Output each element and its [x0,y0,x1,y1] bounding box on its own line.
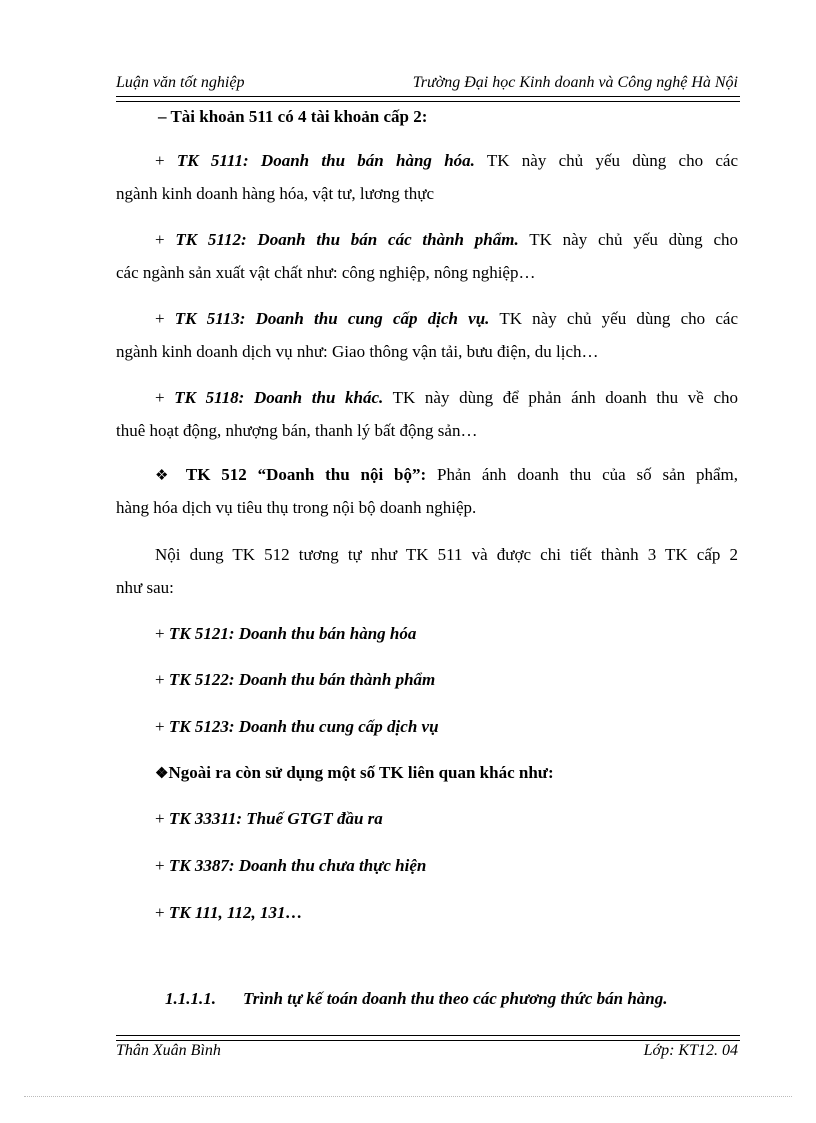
footer-author: Thân Xuân Bình [116,1042,221,1059]
tk5122-item [155,663,435,696]
other-accounts-heading-text: Ngoài ra còn sử dụng một số TK liên quan khác như: [168,763,554,782]
page-bottom-divider [24,1096,792,1097]
tk111-label: TK 111, 112, 131… [168,903,303,922]
plus-marker: + [155,903,165,922]
tk512-detail-2: như sau: [116,578,174,597]
intro-line: – Tài khoản 511 có 4 tài khoản cấp 2: [158,107,428,126]
tk5121-item [155,617,416,650]
tk111-item [155,896,303,929]
tk5113-label: TK 5113: Doanh thu cung cấp dịch vụ. [174,309,490,328]
footer-rule [116,1035,740,1041]
plus-marker: + [155,717,165,736]
section-number: 1.1.1.1. [165,989,216,1008]
tk33311-label: TK 33311: Thuế GTGT đầu ra [168,809,383,828]
plus-marker: + [155,624,165,643]
tk5113-line-1 [116,302,738,335]
tk512-detail-1: Nội dung TK 512 tương tự như TK 511 và được chi tiết thành 3 TK cấp 2 [155,545,738,564]
plus-marker: + [155,670,165,689]
tk5122-label: TK 5122: Doanh thu bán thành phẩm [168,670,436,689]
tk5118-text-1: TK này dùng để phản ánh doanh thu về cho [392,388,739,407]
tk3387-label: TK 3387: Doanh thu chưa thực hiện [168,856,427,875]
tk512-line-1 [116,458,738,493]
page-header [116,74,738,96]
tk3387-item [155,849,426,882]
tk33311-item [155,802,383,835]
section-heading [165,989,667,1009]
plus-marker: + [155,856,165,875]
tk5112-text-1: TK này chủ yếu dùng cho [529,230,739,249]
plus-marker: + [155,809,165,828]
plus-marker: + [155,309,165,328]
tk5111-label: TK 5111: Doanh thu bán hàng hóa. [176,151,475,170]
section-title: Trình tự kế toán doanh thu theo các phương thức bán hàng. [243,989,668,1008]
tk5111-text-2: ngành kinh doanh hàng hóa, vật tư, lương thực [116,184,435,203]
tk5118-line-1 [116,381,738,414]
tk5112-line-1 [116,223,738,256]
tk512-text-2: hàng hóa dịch vụ tiêu thụ trong nội bộ doanh nghiệp. [116,498,477,517]
footer-class: Lớp: KT12. 04 [643,1042,738,1059]
plus-marker: + [155,230,165,249]
plus-marker: + [155,388,165,407]
plus-marker: + [155,151,165,170]
page-footer [116,1042,738,1064]
header-university-name: Trường Đại học Kinh doanh và Công nghệ Hà Nội [412,74,738,91]
other-accounts-heading [155,756,554,791]
tk5123-label: TK 5123: Doanh thu cung cấp dịch vụ [168,717,439,736]
tk512-label: TK 512 “Doanh thu nội bộ”: [185,465,427,484]
tk5118-text-2: thuê hoạt động, nhượng bán, thanh lý bất động sản… [116,421,478,440]
tk5111-line-1 [116,144,738,177]
diamond-bullet-icon: ❖ [155,468,176,484]
tk512-detail-line-1 [116,538,738,571]
tk5118-label: TK 5118: Doanh thu khác. [174,388,384,407]
tk5113-text-1: TK này chủ yếu dùng cho các [499,309,738,328]
tk5111-text-1: TK này chủ yếu dùng cho các [486,151,738,170]
tk5113-text-2: ngành kinh doanh dịch vụ như: Giao thông vận tải, bưu điện, du lịch… [116,342,599,361]
tk5112-text-2: các ngành sản xuất vật chất như: công nghiệp, nông nghiệp… [116,263,536,282]
tk5121-label: TK 5121: Doanh thu bán hàng hóa [168,624,417,643]
tk5123-item [155,710,439,743]
tk512-text-1: Phản ánh doanh thu của số sản phẩm, [437,465,739,484]
diamond-bullet-icon: ❖ [155,766,169,782]
tk5112-label: TK 5112: Doanh thu bán các thành phẩm. [175,230,519,249]
header-thesis-label: Luận văn tốt nghiệp [116,74,245,91]
